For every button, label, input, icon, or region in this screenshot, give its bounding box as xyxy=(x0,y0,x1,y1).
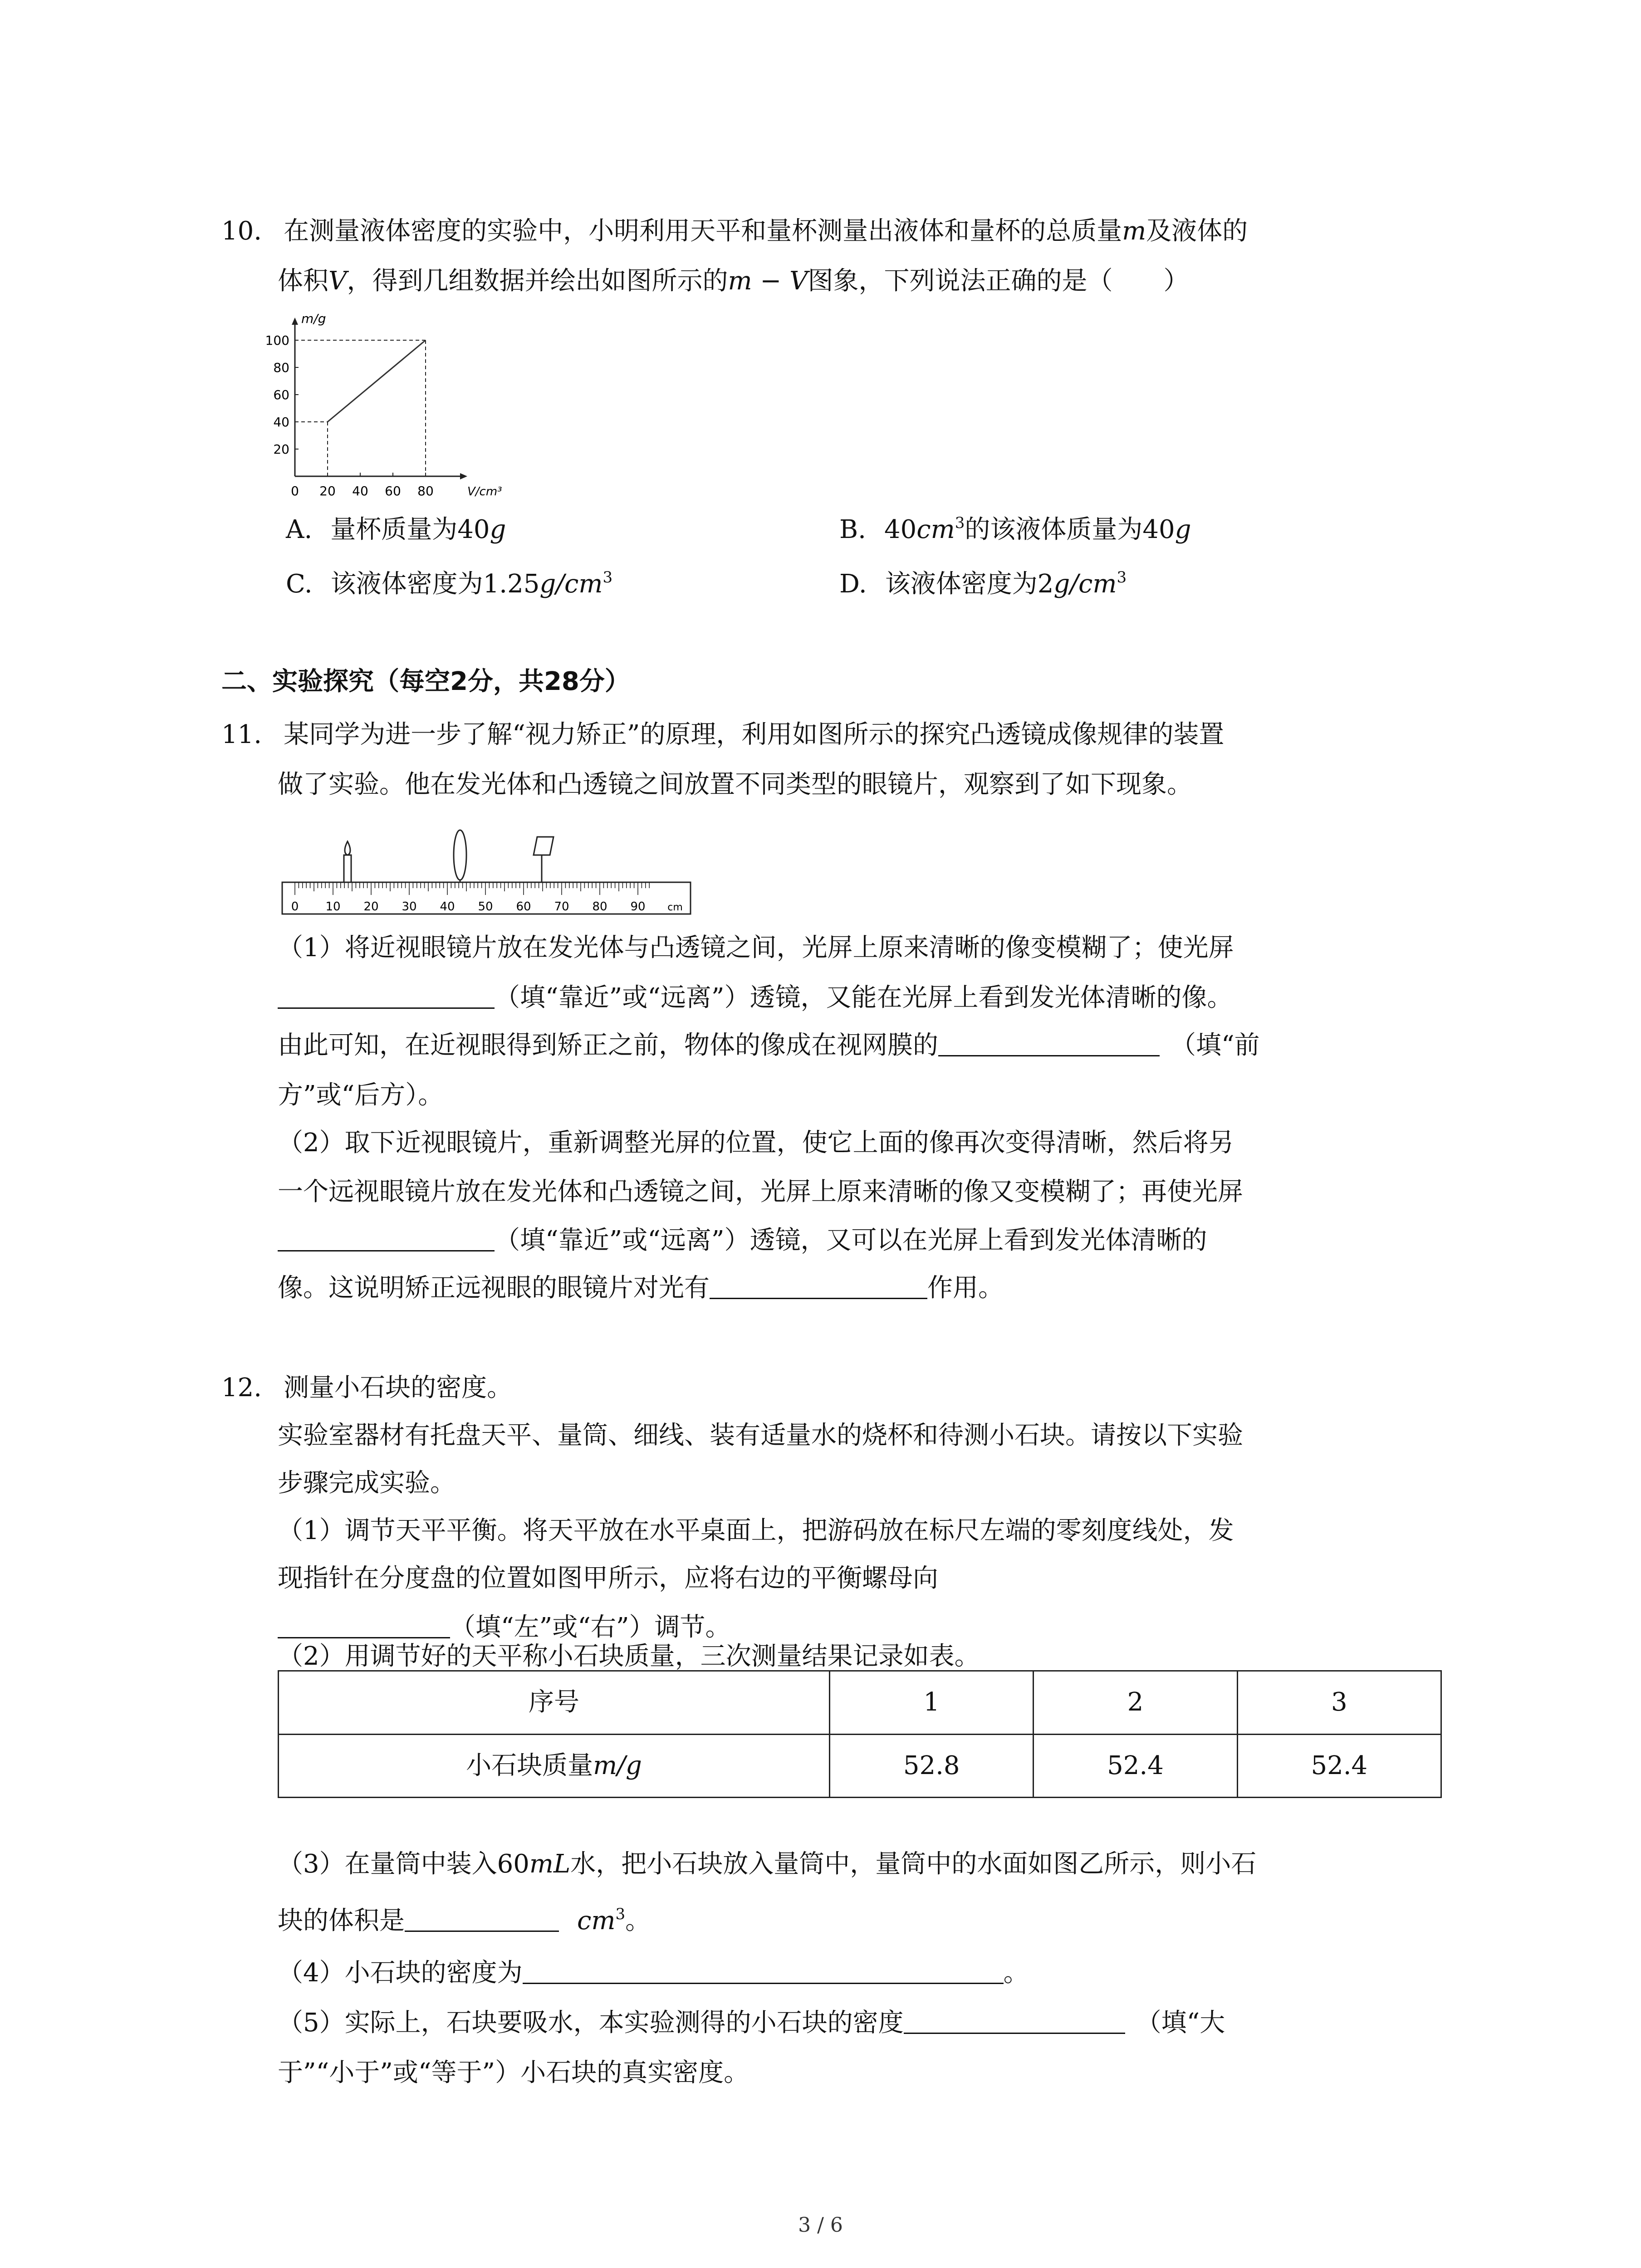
x-tick-label: 20 xyxy=(319,484,336,499)
q10-option-a[interactable]: A. 量杯质量为40g xyxy=(286,515,506,544)
y-tick-label: 100 xyxy=(265,333,289,348)
answer-blank-11-4[interactable] xyxy=(710,1272,927,1299)
table-header-cell: 序号 xyxy=(279,1671,830,1735)
table-header-cell: 3 xyxy=(1237,1671,1441,1735)
y-axis-label: m/g xyxy=(301,311,326,326)
q10-number: 10. xyxy=(221,216,262,246)
q12-p3-line-1: （3）在量筒中装入60mL水，把小石块放入量筒中，量筒中的水面如图乙所示，则小石 xyxy=(278,1849,1257,1879)
answer-blank-11-2[interactable] xyxy=(938,1030,1160,1056)
q11-p2-line-4: 像。这说明矫正远视眼的眼镜片对光有 作用。 xyxy=(278,1273,1004,1303)
convex-lens xyxy=(454,830,466,880)
q12-p4: （4）小石块的密度为 。 xyxy=(278,1958,1029,1988)
q12-p2: （2）用调节好的天平称小石块质量，三次测量结果记录如表。 xyxy=(278,1642,980,1671)
ruler-tick-label: 20 xyxy=(363,900,379,914)
q11-p2-line-3: （填“靠近”或“远离”）透镜，又可以在光屏上看到发光体清晰的 xyxy=(278,1222,1207,1259)
q12-p1-line-1: （1）调节天平平衡。将天平放在水平桌面上，把游码放在标尺左端的零刻度线处，发 xyxy=(278,1516,1234,1545)
y-tick-label: 80 xyxy=(273,360,289,375)
q11-p1-line-4: 方”或“后方）。 xyxy=(278,1080,444,1110)
table-header-cell: 2 xyxy=(1034,1671,1237,1735)
table-row xyxy=(279,1734,1441,1798)
q12-p5-line-2: 于”“小于”或“等于”）小石块的真实密度。 xyxy=(278,2058,749,2087)
x-tick-label: 40 xyxy=(352,484,368,499)
ruler-tick-label: 40 xyxy=(440,900,455,914)
x-tick-label: 80 xyxy=(417,484,434,499)
ruler-tick-label: 70 xyxy=(554,900,569,914)
optical-bench-figure xyxy=(278,810,695,919)
x-tick-label: 60 xyxy=(385,484,401,499)
q12-p3-line-2: 块的体积是 $cm^3$。 xyxy=(278,1905,651,1936)
ruler-tick-label: 50 xyxy=(478,900,493,914)
ruler-tick-label: 80 xyxy=(592,900,607,914)
ruler-tick-label: 0 xyxy=(291,900,299,914)
chart-marks xyxy=(295,340,426,476)
mv-graph xyxy=(265,308,594,503)
q10-line-1: 10. 在测量液体密度的实验中，小明利用天平和量杯测量出液体和量杯的总质量m及液体的 xyxy=(221,216,1248,246)
y-tick-label: 40 xyxy=(273,415,289,430)
q12-line-3: 步骤完成实验。 xyxy=(278,1468,456,1498)
q12-line-2: 实验室器材有托盘天平、量筒、细线、装有适量水的烧杯和待测小石块。请按以下实验 xyxy=(278,1421,1243,1450)
section-2-title: 二、实验探究（每空2分，共28分） xyxy=(221,667,630,696)
chart-axes xyxy=(265,311,502,499)
ruler-unit-label: cm xyxy=(667,902,683,913)
q10-line-2: 体积V，得到几组数据并绘出如图所示的m − V图象，下列说法正确的是（ ） xyxy=(278,266,1189,296)
q11-p2-line-2: 一个远视眼镜片放在发光体和凸透镜之间，光屏上原来清晰的像又变模糊了；再使光屏 xyxy=(278,1177,1243,1207)
q11-p1-line-2: （填“靠近”或“远离”）透镜，又能在光屏上看到发光体清晰的像。 xyxy=(278,980,1233,1016)
q11-p1-line-1: （1）将近视眼镜片放在发光体与凸透镜之间，光屏上原来清晰的像变模糊了；使光屏 xyxy=(278,933,1234,963)
q12-p1-line-2: 现指针在分度盘的位置如图甲所示，应将右边的平衡螺母向 xyxy=(278,1564,938,1593)
answer-blank-11-1[interactable] xyxy=(278,982,495,1009)
q10-option-d[interactable]: D. 该液体密度为$2g/cm^3$ xyxy=(839,568,1127,599)
q11-number: 11. xyxy=(221,720,262,749)
x-axis-arrow xyxy=(460,473,467,479)
table-header-row xyxy=(279,1671,1441,1735)
q12-number: 12. xyxy=(221,1373,262,1403)
y-axis-arrow xyxy=(292,318,298,325)
ruler-tick-label: 60 xyxy=(516,900,531,914)
q12-line-1: 12. 测量小石块的密度。 xyxy=(221,1373,513,1403)
light-screen xyxy=(534,837,554,882)
answer-blank-11-3[interactable] xyxy=(278,1225,495,1251)
q12-p5-line-1: （5）实际上，石块要吸水，本实验测得的小石块的密度 （填“大 xyxy=(278,2008,1225,2038)
answer-blank-12-1[interactable] xyxy=(278,1612,450,1638)
q11-line-1: 11. 某同学为进一步了解“视力矫正”的原理，利用如图所示的探究凸透镜成像规律的装置 xyxy=(221,720,1225,749)
q10-option-b[interactable]: B. $40cm^3$的该液体质量为40g xyxy=(839,514,1191,544)
mass-results-table xyxy=(278,1670,1442,1798)
ruler-tick-label: 30 xyxy=(402,900,417,914)
ruler-tick-label: 90 xyxy=(630,900,646,914)
q11-p2-line-1: （2）取下近视眼镜片，重新调整光屏的位置，使它上面的像再次变得清晰，然后将另 xyxy=(278,1128,1234,1158)
table-cell: 52.4 xyxy=(1237,1734,1441,1798)
answer-blank-12-4[interactable] xyxy=(904,2007,1125,2034)
table-row-label: 小石块质量m/g xyxy=(279,1734,830,1798)
q11-p1-line-3: 由此可知，在近视眼得到矫正之前，物体的像成在视网膜的 （填“前 xyxy=(278,1031,1260,1060)
q10-option-c[interactable]: C. 该液体密度为$1.25g/cm^3$ xyxy=(286,568,613,599)
table-cell: 52.4 xyxy=(1034,1734,1237,1798)
q12-p1-line-3: （填“左”或“右”）调节。 xyxy=(278,1609,731,1646)
table-cell: 52.8 xyxy=(830,1734,1034,1798)
y-tick-label: 20 xyxy=(273,442,289,457)
y-tick-label: 60 xyxy=(273,387,289,402)
data-line xyxy=(328,340,426,422)
ruler-ticks xyxy=(291,882,683,914)
candle-light-source xyxy=(344,841,351,882)
answer-blank-12-3[interactable] xyxy=(523,1957,1004,1984)
ruler-tick-label: 10 xyxy=(325,900,341,914)
table-header-cell: 1 xyxy=(830,1671,1034,1735)
q11-line-2: 做了实验。他在发光体和凸透镜之间放置不同类型的眼镜片，观察到了如下现象。 xyxy=(278,770,1192,799)
x-axis-label: V/cm³ xyxy=(467,485,502,499)
answer-blank-12-2[interactable] xyxy=(405,1905,559,1932)
x-tick-label: 0 xyxy=(291,484,299,499)
page-number: 3 / 6 xyxy=(798,2214,843,2237)
